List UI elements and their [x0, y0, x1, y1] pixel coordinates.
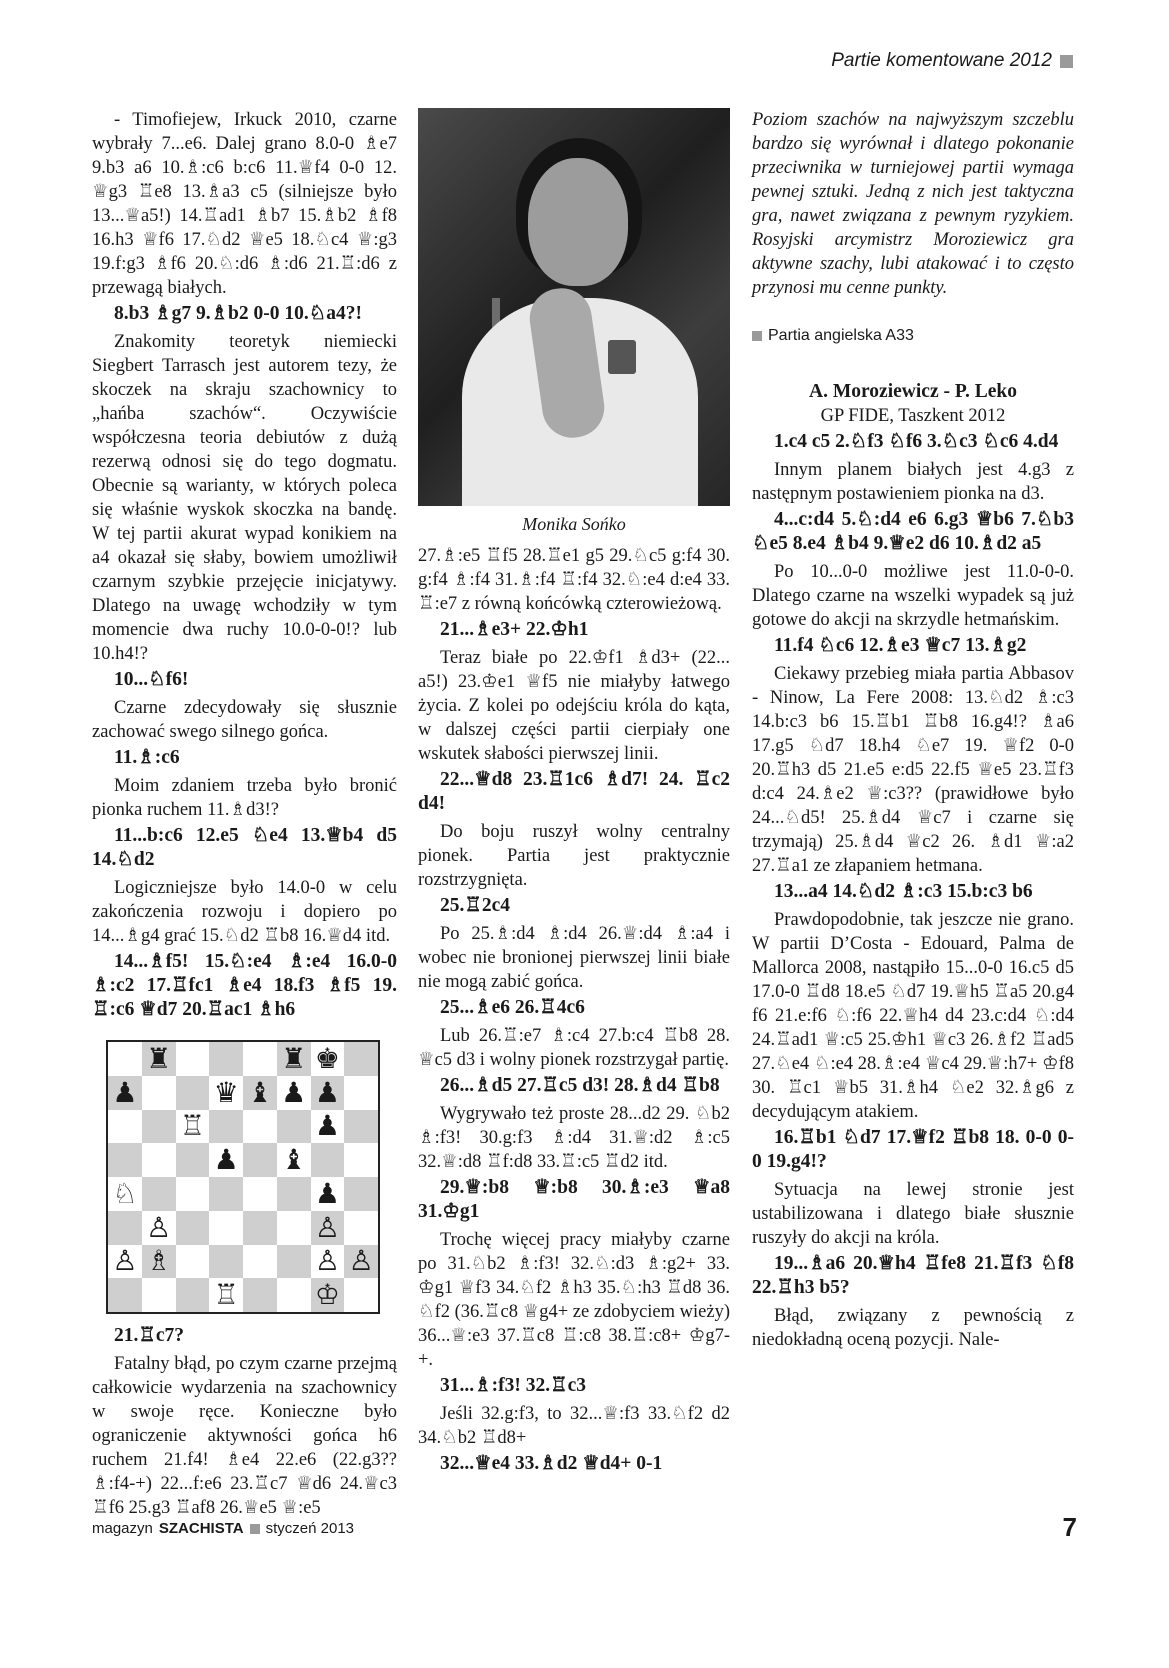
- photo-caption: Monika Sońko: [522, 514, 626, 534]
- move-line: 11...b:c6 12.e5 ♘e4 13.♕b4 d5 14.♘d2: [92, 825, 397, 870]
- commentary-paragraph: Po 10...0-0 możliwe jest 11.0-0-0. Dlatego czarne na wszelki wypadek są już gotowe do akcji na skrzydle hetmańskim.: [752, 562, 1074, 630]
- board-square: [243, 1278, 277, 1312]
- event: GP FIDE, Taszkent 2012: [820, 406, 1006, 426]
- move-line: 21...♗e3+ 22.♔h1: [440, 619, 589, 640]
- chess-diagram: [106, 1040, 380, 1314]
- move-line: 10...♘f6!: [114, 669, 189, 690]
- black-pawn-icon: ♟: [311, 1177, 345, 1211]
- column-1: [92, 108, 397, 1520]
- black-rook-icon: ♜: [142, 1042, 176, 1076]
- chess-board: [108, 1042, 378, 1312]
- commentary-paragraph: Do boju ruszył wolny centralny pionek. Partia jest praktycznie rozstrzygnięta.: [418, 822, 730, 890]
- white-rook-icon: ♖: [176, 1110, 210, 1144]
- commentary-paragraph: Znakomity teoretyk niemiecki Siegbert Tarrasch jest autorem tezy, że skoczek na skraju szachownicy to „hańba szachów“. Oczywiście współczesna teoria debiutów z dużą rezerwą odnosi się do tego dogmatu. Obecnie są warianty, w których poleca się właśnie wyskok skoczka na bandę. W tej partii akurat wypad konikiem na a4 okazał się słaby, bowiem umożliwił czarnym szybkie przejęcie inicjatywy. Dlatego na uwagę wchodziły w tym momencie dwa ruchy 10.0-0-0!? lub 10.h4!?: [92, 332, 397, 664]
- move-line: 26...♗d5 27.♖c5 d3! 28.♗d4 ♖b8: [440, 1075, 720, 1096]
- page-number: 7: [1062, 1512, 1077, 1542]
- board-square: [108, 1278, 142, 1312]
- commentary-paragraph: Ciekawy przebieg miała partia Abbasov - Ninow, La Fere 2008: 13.♘d2 ♗:c3 14.b:c3 b6 15.♖b1 ♖b8 16.g4!? ♗a6 17.g5 ♘d7 18.h4 ♘e7 19. ♕f2 0-0 20.♖h3 d5 21.e5 e:d5 22.f5 ♕e5 23.♖f3 d:c4 24.♗e2 ♕:c3?? (prawidłowe było 24...♘d5! 25.♗d4 ♕c7 i czarne się trzymają) 25.♗d4 ♕c2 26. ♗d1 ♕:a2 27.♖a1 ze złapaniem hetmana.: [752, 664, 1074, 876]
- black-rook-icon: ♜: [277, 1042, 311, 1076]
- column-2: [418, 108, 730, 1480]
- move-line: 11.f4 ♘c6 12.♗e3 ♕c7 13.♗g2: [774, 635, 1027, 656]
- move-line: 16.♖b1 ♘d7 17.♕f2 ♖b8 18. 0-0 0-0 19.g4!?: [752, 1127, 1074, 1172]
- board-square: [344, 1211, 378, 1245]
- commentary-paragraph: Prawdopodobnie, tak jeszcze nie grano. W partii D’Costa - Edouard, Palma de Mallorca 2008, nastąpiło 15...0-0 16.c5 d5 17.0-0 ♖d8 18.e5 ♘d7 19.♕h5 ♖a5 20.g4 f6 21.e:f6 ♘:f6 22.♕h4 d4 23.c:d4 ♘:d4 24.♖ad1 ♕:c5 25.♔h1 ♕c3 26.♗f2 ♖ad5 27.♘e4 ♘:e4 28.♗:e4 ♕c4 29.♕:h7+ ♔f8 30. ♖c1 ♕b5 31.♗h4 ♘e2 32.♗g6 z decydującym atakiem.: [752, 910, 1074, 1122]
- move-line: 25.♖2c4: [440, 895, 511, 916]
- commentary-paragraph: - Timofiejew, Irkuck 2010, czarne wybrały 7...e6. Dalej grano 8.0-0 ♗e7 9.b3 a6 10.♗:c6 b:c6 11.♕f4 0-0 12. ♕g3 ♖e8 13.♗a3 c5 (silniejsze było 13...♕a5!) 14.♖ad1 ♗b7 15.♗b2 ♗f8 16.h3 ♕f6 17.♘d2 ♕e5 18.♘c4 ♕:g3 19.f:g3 ♗f6 20.♘:d6 ♗:d6 21.♖:d6 z przewagą białych.: [92, 110, 397, 298]
- move-line: 32...♕e4 33.♗d2 ♕d4+ 0-1: [440, 1453, 663, 1474]
- board-square: [108, 1042, 142, 1076]
- board-square: [209, 1042, 243, 1076]
- column-1-text: [92, 108, 397, 1022]
- move-line: 22...♕d8 23.♖1c6 ♗d7! 24. ♖c2 d4!: [418, 769, 730, 814]
- board-square: [209, 1177, 243, 1211]
- board-square: [108, 1211, 142, 1245]
- footer-mag: magazyn: [92, 1520, 153, 1537]
- board-square: [243, 1245, 277, 1279]
- column-1-text-after-diagram: [92, 1324, 397, 1520]
- commentary-paragraph: Jeśli 32.g:f3, to 32...♕:f3 33.♘f2 d2 34.♘b2 ♖d8+: [418, 1404, 730, 1448]
- board-square: [176, 1177, 210, 1211]
- board-square: [176, 1245, 210, 1279]
- intro-text: Poziom szachów na najwyższym szczeblu bardzo się wyrównał i dlatego pokonanie przeciwnika w turniejowej partii wymaga pewnej sztuki. Jedną z nich jest taktyczna gra, nawet związana z pewnym ryzykiem. Rosyjski arcymistrz Moroziewicz gra aktywne szachy, lubi atakować i to często przynosi mu cenne punkty.: [752, 110, 1074, 298]
- move-line: 13...a4 14.♘d2 ♗:c3 15.b:c3 b6: [774, 881, 1033, 902]
- header-square-icon: [1060, 55, 1073, 68]
- move-line: 1.c4 c5 2.♘f3 ♘f6 3.♘c3 ♘c6 4.d4: [774, 431, 1059, 452]
- board-square: [344, 1076, 378, 1110]
- commentary-paragraph: Logiczniejsze było 14.0-0 w celu zakończenia rozwoju i dopiero po 14...♗g4 grać 15.♘d2 ♖b8 16.♕d4 itd.: [92, 878, 397, 946]
- board-square: [243, 1211, 277, 1245]
- white-pawn-icon: ♙: [311, 1211, 345, 1245]
- black-king-icon: ♚: [311, 1042, 345, 1076]
- board-square: [142, 1143, 176, 1177]
- commentary-paragraph: Trochę więcej pracy miałyby czarne po 31.♘b2 ♗:f3! 32.♘:d3 ♗:g2+ 33. ♔g1 ♕f3 34.♘f2 ♗h3 35.♘:h3 ♖d8 36. ♘f2 (36.♖c8 ♕g4+ ze zdobyciem wieży) 36...♕:e3 37.♖c8 ♖:c8 38.♖:c8+ ♔g7-+.: [418, 1230, 730, 1370]
- commentary-paragraph: Błąd, związany z pewnością z niedokładną oceną pozycji. Nale-: [752, 1306, 1074, 1350]
- board-square: [344, 1278, 378, 1312]
- board-square: [142, 1278, 176, 1312]
- board-square: [277, 1177, 311, 1211]
- white-bishop-icon: ♗: [142, 1245, 176, 1279]
- board-square: [176, 1042, 210, 1076]
- white-pawn-icon: ♙: [108, 1245, 142, 1279]
- black-pawn-icon: ♟: [311, 1076, 345, 1110]
- board-square: [243, 1110, 277, 1144]
- board-square: [277, 1245, 311, 1279]
- running-header: [831, 50, 1073, 72]
- white-rook-icon: ♖: [209, 1278, 243, 1312]
- board-square: [344, 1143, 378, 1177]
- move-line: 14...♗f5! 15.♘:e4 ♗:e4 16.0-0 ♗:c2 17.♖fc1 ♗e4 18.f3 ♗f5 19. ♖:c6 ♕d7 20.♖ac1 ♗h6: [92, 951, 397, 1020]
- commentary-paragraph: Czarne zdecydowały się słusznie zachować swego silnego gońca.: [92, 698, 397, 742]
- board-square: [277, 1110, 311, 1144]
- board-square: [176, 1278, 210, 1312]
- commentary-paragraph: 27.♗:e5 ♖f5 28.♖e1 g5 29.♘c5 g:f4 30. g:f4 ♗:f4 31.♗:f4 ♖:f4 32.♘:e4 d:e4 33. ♖:e7 z równą końcówką czterowieżową.: [418, 546, 730, 614]
- commentary-paragraph: Sytuacja na lewej stronie jest ustabilizowana i dlatego białe słusznie ruszyły do akcji na króla.: [752, 1180, 1074, 1248]
- board-square: [311, 1143, 345, 1177]
- black-bishop-icon: ♝: [277, 1143, 311, 1177]
- move-line: 31...♗:f3! 32.♖c3: [440, 1375, 586, 1396]
- board-square: [344, 1042, 378, 1076]
- commentary-paragraph: Lub 26.♖:e7 ♗:c4 27.b:c4 ♖b8 28. ♕c5 d3 i wolny pionek rozstrzygał partię.: [418, 1026, 730, 1070]
- footer-square-icon: [250, 1524, 260, 1534]
- board-square: [142, 1177, 176, 1211]
- board-square: [209, 1245, 243, 1279]
- board-square: [243, 1042, 277, 1076]
- move-line: 11.♗:c6: [114, 747, 180, 768]
- board-square: [176, 1211, 210, 1245]
- black-queen-icon: ♛: [209, 1076, 243, 1110]
- header-title: Partie komentowane 2012: [831, 50, 1052, 71]
- column-3-text: [752, 430, 1074, 1352]
- board-square: [344, 1177, 378, 1211]
- player-photo: [418, 108, 730, 506]
- board-square: [142, 1076, 176, 1110]
- white-knight-icon: ♘: [108, 1177, 142, 1211]
- board-square: [142, 1110, 176, 1144]
- commentary-paragraph: Innym planem białych jest 4.g3 z następnym postawieniem pionka na d3.: [752, 460, 1074, 504]
- move-line: 29.♕:b8 ♕:b8 30.♗:e3 ♕a8 31.♔g1: [418, 1177, 730, 1222]
- board-square: [108, 1110, 142, 1144]
- move-line: 8.b3 ♗g7 9.♗b2 0-0 10.♘a4?!: [114, 303, 362, 324]
- section-title: Partia angielska A33: [768, 327, 914, 344]
- board-square: [209, 1110, 243, 1144]
- move-line: 25...♗e6 26.♖4c6: [440, 997, 585, 1018]
- commentary-paragraph: Teraz białe po 22.♔f1 ♗d3+ (22... a5!) 23.♔e1 ♕f5 nie miałyby łatwego życia. Z kolei po odejściu króla do kąta, w dalszej części partii cierpiały one wskutek słabości pierwszej linii.: [418, 648, 730, 764]
- column-2-text: [418, 544, 730, 1476]
- flag-badge: [608, 340, 636, 374]
- move-line: 21.♖c7?: [114, 1325, 185, 1346]
- footer-name: SZACHISTA: [158, 1520, 244, 1537]
- white-king-icon: ♔: [311, 1278, 345, 1312]
- footer-date: styczeń 2013: [265, 1520, 354, 1537]
- board-square: [108, 1143, 142, 1177]
- game-header: [752, 380, 1074, 428]
- black-pawn-icon: ♟: [277, 1076, 311, 1110]
- commentary-paragraph: Po 25.♗:d4 ♗:d4 26.♕:d4 ♗:a4 i wobec nie bronionej pierwszej linii białe nie mogą zabić gońca.: [418, 924, 730, 992]
- board-square: [277, 1278, 311, 1312]
- black-pawn-icon: ♟: [209, 1143, 243, 1177]
- black-pawn-icon: ♟: [311, 1110, 345, 1144]
- move-line: 4...c:d4 5.♘:d4 e6 6.g3 ♕b6 7.♘b3 ♘e5 8.e4 ♗b4 9.♕e2 d6 10.♗d2 a5: [752, 509, 1074, 554]
- commentary-paragraph: Wygrywało też proste 28...d2 29. ♘b2 ♗:f3! 30.g:f3 ♗:d4 31.♕:d2 ♗:c5 32.♕:d8 ♖f:d8 33.♖:c5 ♖d2 itd.: [418, 1104, 730, 1172]
- commentary-paragraph: Fatalny błąd, po czym czarne przejmą całkowicie wydarzenia na szachownicy w swoje ręce. Konieczne było ograniczenie aktywności gońca h6 ruchem 21.f4! ♗e4 22.e6 (22.g3?? ♗:f4-+) 22...f:e6 23.♖c7 ♕d6 24.♕c3 ♖f6 25.g3 ♖af8 26.♕e5 ♕:e5: [92, 1354, 397, 1518]
- players: A. Moroziewicz - P. Leko: [809, 381, 1017, 402]
- black-pawn-icon: ♟: [108, 1076, 142, 1110]
- white-pawn-icon: ♙: [142, 1211, 176, 1245]
- board-square: [176, 1143, 210, 1177]
- board-square: [344, 1110, 378, 1144]
- board-square: [176, 1076, 210, 1110]
- footer: [92, 1520, 354, 1537]
- section-label: [752, 324, 1074, 348]
- board-square: [277, 1211, 311, 1245]
- commentary-paragraph: Moim zdaniem trzeba było bronić pionka ruchem 11.♗d3!?: [92, 776, 397, 820]
- section-square-icon: [752, 331, 762, 341]
- white-pawn-icon: ♙: [344, 1245, 378, 1279]
- white-pawn-icon: ♙: [311, 1245, 345, 1279]
- board-square: [243, 1177, 277, 1211]
- move-line: 19...♗a6 20.♕h4 ♖fe8 21.♖f3 ♘f8 22.♖h3 b5?: [752, 1253, 1074, 1298]
- black-bishop-icon: ♝: [243, 1076, 277, 1110]
- board-square: [243, 1143, 277, 1177]
- board-square: [209, 1211, 243, 1245]
- column-3: [752, 108, 1074, 1352]
